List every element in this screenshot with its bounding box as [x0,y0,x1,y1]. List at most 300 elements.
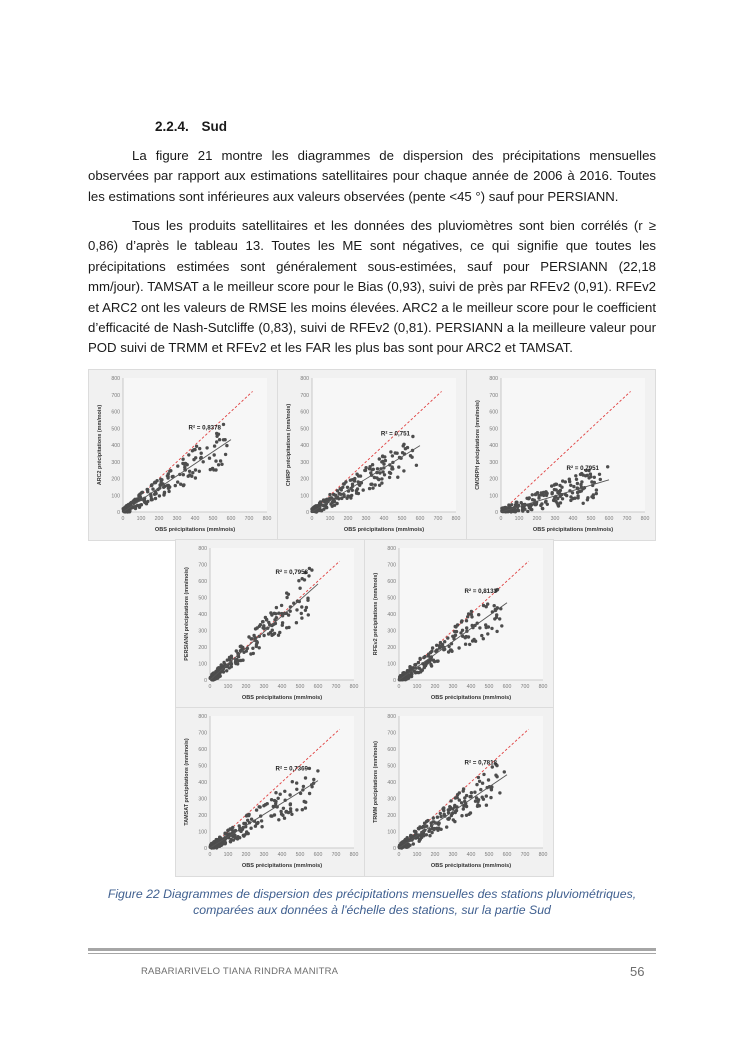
data-point [452,818,455,821]
data-point [258,805,261,808]
x-tick-label: 300 [259,852,269,858]
data-point [381,460,384,463]
x-tick-label: 600 [604,516,614,522]
data-point [230,665,233,668]
y-tick-label: 100 [111,493,120,500]
data-point [551,491,554,494]
scatter-chart-chirp [278,370,466,540]
y-tick-label: 600 [198,747,207,753]
y-tick-label: 200 [198,813,207,819]
data-point [174,484,177,487]
data-point [515,501,518,504]
x-tick-label: 800 [640,516,650,522]
x-tick-label: 0 [499,516,503,522]
x-tick-label: 100 [325,516,335,522]
data-point [187,475,190,478]
data-point [453,630,456,633]
data-point [304,801,307,804]
data-point [255,808,258,811]
data-point [194,468,197,471]
data-point [430,664,433,667]
data-point [404,447,407,450]
data-point [254,627,257,630]
data-point [184,462,187,465]
x-tick-label: 800 [349,684,359,690]
x-tick-label: 0 [208,852,212,858]
data-point [306,599,309,602]
data-point [295,808,298,811]
x-tick-label: 100 [136,516,146,522]
data-point [380,481,383,484]
data-point [435,827,438,830]
data-point [541,507,544,510]
data-point [288,793,291,796]
data-point [134,507,137,510]
data-point [500,624,503,627]
data-point [357,474,360,477]
data-point [179,483,182,486]
y-tick-label: 800 [489,376,498,382]
data-point [198,447,201,450]
x-tick-label: 0 [310,516,314,522]
x-tick-label: 200 [241,852,251,858]
y-tick-label: 100 [300,493,309,500]
data-point [544,500,547,503]
scatter-chart-arc2 [89,370,277,540]
data-point [494,774,497,777]
data-point [220,844,223,847]
data-point [208,457,211,460]
data-point [423,655,426,658]
data-point [476,805,479,808]
data-point [550,484,553,487]
y-tick-label: 100 [489,493,498,500]
data-point [153,481,156,484]
data-point [214,468,217,471]
x-tick-label: 800 [349,852,359,858]
data-point [249,827,252,830]
data-point [245,832,248,835]
paragraph-2: Tous les produits satellitaires et les données des pluviomètres sont bien corrélés (r ≥ 0,86) d’après le tableau 13. Toutes les ME sont négatives, ce qui signifie que toutes les précipitations estimées sont généralement sous-estimées, sauf pour PERSIANN (22,18 mm/jour). TAMSAT a le meilleur score pour le Bias (0,93), suivi de près par RFEv2 (0,91). RFEv2 et ARC2 ont les valeurs de RMSE les moins élevées. ARC2 a le meilleur score pour le coefficient d’efficacité de Nash-Sutcliffe (0,83), suivi de RFEv2 (0,81). PERSIANN a la meilleure valeur pour POD suivi de TRMM et RFEv2 et les FAR les plus bas sont pour ARC2 et TAMSAT. [88,218,656,356]
data-point [576,491,579,494]
data-point [278,631,281,634]
data-point [478,626,481,629]
scatter-chart-cmorph [467,370,655,540]
data-point [212,678,215,681]
y-tick-label: 500 [387,763,396,770]
data-point [381,470,384,473]
data-point [495,630,498,633]
data-point [573,497,576,500]
y-axis-title: TRMM précipitations (mm/mois) [373,741,379,823]
data-point [261,620,264,623]
data-point [460,814,463,817]
data-point [414,663,417,666]
data-point [489,796,492,799]
data-point [251,647,254,650]
y-tick-label: 0 [306,510,309,516]
y-tick-label: 200 [387,645,396,651]
data-point [370,483,373,486]
data-point [347,495,350,498]
data-point [214,459,217,462]
data-point [234,658,237,661]
x-tick-label: 300 [172,516,182,522]
y-tick-label: 600 [489,409,498,416]
data-point [300,616,303,619]
data-point [145,502,148,505]
data-point [580,480,583,483]
y-tick-label: 600 [111,409,120,416]
data-point [498,791,501,794]
data-point [389,450,392,453]
data-point [606,465,609,468]
data-point [375,476,378,479]
data-point [331,505,334,508]
data-point [219,459,222,462]
data-point [537,494,540,497]
y-tick-label: 100 [387,661,396,668]
data-point [301,808,304,811]
data-point [223,832,226,835]
data-point [273,813,276,816]
data-point [346,486,349,489]
y-tick-label: 500 [489,426,498,433]
x-tick-label: 700 [433,516,443,522]
section-heading [155,119,236,134]
data-point [593,476,596,479]
section-number: 2.2.4. [155,119,189,134]
data-point [220,463,223,466]
y-tick-label: 300 [489,459,498,466]
data-point [270,798,273,801]
data-point [229,840,232,843]
data-point [217,463,220,466]
data-point [436,816,439,819]
x-tick-label: 100 [412,684,422,690]
data-point [442,809,445,812]
data-point [418,657,421,660]
data-point [482,604,485,607]
data-point [273,632,276,635]
y-tick-label: 400 [489,443,498,449]
x-tick-label: 200 [343,516,353,522]
data-point [247,814,250,817]
data-point [236,662,239,665]
data-point [169,469,172,472]
data-point [414,830,417,833]
data-point [417,671,420,674]
data-point [526,510,529,513]
data-point [191,471,194,474]
data-point [430,650,433,653]
y-axis-title: RFEv2 précipitations (mm/mois) [373,572,379,656]
data-point [242,822,245,825]
data-point [300,612,303,615]
y-tick-label: 0 [204,678,207,684]
scatter-chart-trmm [365,708,553,876]
data-point [281,621,284,624]
data-point [402,443,405,446]
data-point [222,661,225,664]
x-tick-label: 500 [208,516,218,522]
data-point [564,480,567,483]
data-point [362,488,365,491]
data-point [568,480,571,483]
data-point [222,438,225,441]
data-point [235,649,238,652]
data-point [479,788,482,791]
x-tick-label: 100 [412,852,422,858]
data-point [215,432,218,435]
data-point [295,788,298,791]
x-tick-label: 0 [121,516,125,522]
x-tick-label: 700 [520,852,530,858]
page-number: 56 [630,964,645,979]
data-point [275,606,278,609]
data-point [222,423,225,426]
y-tick-label: 300 [300,459,309,466]
data-point [312,778,315,781]
data-point [449,799,452,802]
data-point [182,473,185,476]
data-point [229,827,232,830]
data-point [450,650,453,653]
data-point [580,472,583,475]
data-point [446,636,449,639]
data-point [192,448,195,451]
section-title: Sud [201,119,228,134]
data-point [273,799,276,802]
y-tick-label: 400 [198,612,207,618]
data-point [582,502,585,505]
data-point [378,471,381,474]
data-point [198,470,201,473]
caption-line-1: Figure 22 Diagrammes de dispersion des précipitations mensuelles des stations pluviométriques, [107,887,637,901]
data-point [454,625,457,628]
data-point [575,478,578,481]
data-point [287,626,290,629]
data-point [510,510,513,513]
data-point [439,828,442,831]
data-point [250,818,253,821]
data-point [503,770,506,773]
data-point [556,491,559,494]
data-point [258,625,261,628]
data-point [307,613,310,616]
x-tick-label: 100 [223,852,233,858]
data-point [183,466,186,469]
x-tick-label: 600 [502,684,512,690]
x-tick-label: 600 [226,516,236,522]
data-point [456,796,459,799]
data-point [409,834,412,837]
data-point [289,803,292,806]
data-point [464,643,467,646]
data-point [482,773,485,776]
y-tick-label: 800 [300,376,309,382]
data-point [230,655,233,658]
data-point [574,474,577,477]
data-point [485,804,488,807]
y-tick-label: 200 [198,645,207,651]
x-tick-label: 600 [313,684,323,690]
data-point [283,790,286,793]
data-point [149,494,152,497]
data-point [265,618,268,621]
data-point [295,621,298,624]
data-point [182,483,185,486]
y-tick-label: 400 [111,443,120,449]
data-point [516,509,519,512]
data-point [308,792,311,795]
data-point [218,438,221,441]
data-point [447,818,450,821]
x-tick-label: 700 [622,516,632,522]
data-point [315,510,318,513]
data-point [467,635,470,638]
y-tick-label: 400 [387,612,396,618]
x-tick-label: 500 [295,852,305,858]
x-tick-label: 300 [259,684,269,690]
data-point [200,452,203,455]
data-point [255,640,258,643]
data-point [225,444,228,447]
paragraph-1: La figure 21 montre les diagrammes de dispersion des précipitations mensuelles observées par rapport aux estimations satellitaires pour chaque année de 2006 à 2016. Toutes les estimations sont inférieures aux valeurs observées (pente <45 °) sauf pour PERSIANN. [88,148,656,204]
y-tick-label: 500 [387,595,396,602]
data-point [587,476,590,479]
data-point [374,483,377,486]
data-point [355,492,358,495]
data-point [396,476,399,479]
data-point [150,484,153,487]
data-point [274,791,277,794]
data-point [595,492,598,495]
chart-panel-chirp [277,369,467,541]
data-point [473,791,476,794]
data-point [572,485,575,488]
data-point [187,453,190,456]
x-tick-label: 600 [415,516,425,522]
x-tick-label: 700 [520,684,530,690]
data-point [297,579,300,582]
x-tick-label: 300 [448,852,458,858]
data-point [498,617,501,620]
data-point [262,634,265,637]
y-tick-label: 800 [387,714,396,720]
chart-panel-persiann [175,539,365,709]
data-point [160,478,163,481]
data-point [460,620,463,623]
y-tick-label: 600 [387,579,396,585]
scatter-chart-persiann [176,540,364,708]
data-point [493,604,496,607]
y-tick-label: 0 [495,510,498,516]
data-point [236,835,239,838]
r2-label: R² = 0,8378 [188,424,221,432]
chart-panel-rfev2 [364,539,554,709]
data-point [255,822,258,825]
data-point [260,819,263,822]
data-point [493,617,496,620]
data-point [482,637,485,640]
data-point [465,794,468,797]
x-tick-label: 600 [502,852,512,858]
data-point [363,469,366,472]
data-point [402,469,405,472]
y-axis-title: ARC2 précipitations (mm/mois) [97,404,103,486]
data-point [445,825,448,828]
data-point [557,504,560,507]
data-point [151,487,154,490]
r2-label: R² = 0,7958 [275,568,308,576]
data-point [280,604,283,607]
data-point [291,780,294,783]
data-point [430,658,433,661]
data-point [477,613,480,616]
data-point [371,486,374,489]
y-tick-label: 0 [393,678,396,684]
data-point [151,498,154,501]
x-tick-label: 300 [361,516,371,522]
data-point [378,457,381,460]
y-tick-label: 600 [300,409,309,416]
y-tick-label: 400 [387,780,396,786]
y-tick-label: 800 [198,546,207,552]
data-point [426,819,429,822]
data-point [300,605,303,608]
data-point [428,834,431,837]
x-axis-title: OBS précipitations (mm/mois) [241,863,323,869]
y-tick-label: 100 [198,661,207,668]
x-tick-label: 100 [223,684,233,690]
x-tick-label: 200 [241,684,251,690]
scatter-chart-rfev2 [365,540,553,708]
y-tick-label: 400 [198,780,207,786]
data-point [490,627,493,630]
y-tick-label: 500 [111,426,120,433]
data-point [454,634,457,637]
footer-author: RABARIARIVELO TIANA RINDRA MANITRA [141,966,339,977]
x-tick-label: 0 [397,852,401,858]
x-tick-label: 700 [331,852,341,858]
caption-line-2: comparées aux données à l'échelle des stations, sur la partie Sud [193,903,551,917]
x-tick-label: 0 [397,684,401,690]
data-point [569,499,572,502]
data-point [599,478,602,481]
data-point [383,473,386,476]
data-point [480,634,483,637]
data-point [465,626,468,629]
data-point [213,444,216,447]
x-tick-label: 200 [430,852,440,858]
data-point [289,807,292,810]
data-point [356,487,359,490]
x-tick-label: 0 [208,684,212,690]
y-tick-label: 300 [198,796,207,803]
data-point [423,822,426,825]
data-point [281,814,284,817]
y-tick-label: 500 [300,426,309,433]
data-point [485,794,488,797]
y-tick-label: 600 [387,747,396,753]
x-tick-label: 300 [550,516,560,522]
data-point [176,480,179,483]
data-point [192,458,195,461]
data-point [436,660,439,663]
data-point [467,813,470,816]
data-point [295,608,298,611]
